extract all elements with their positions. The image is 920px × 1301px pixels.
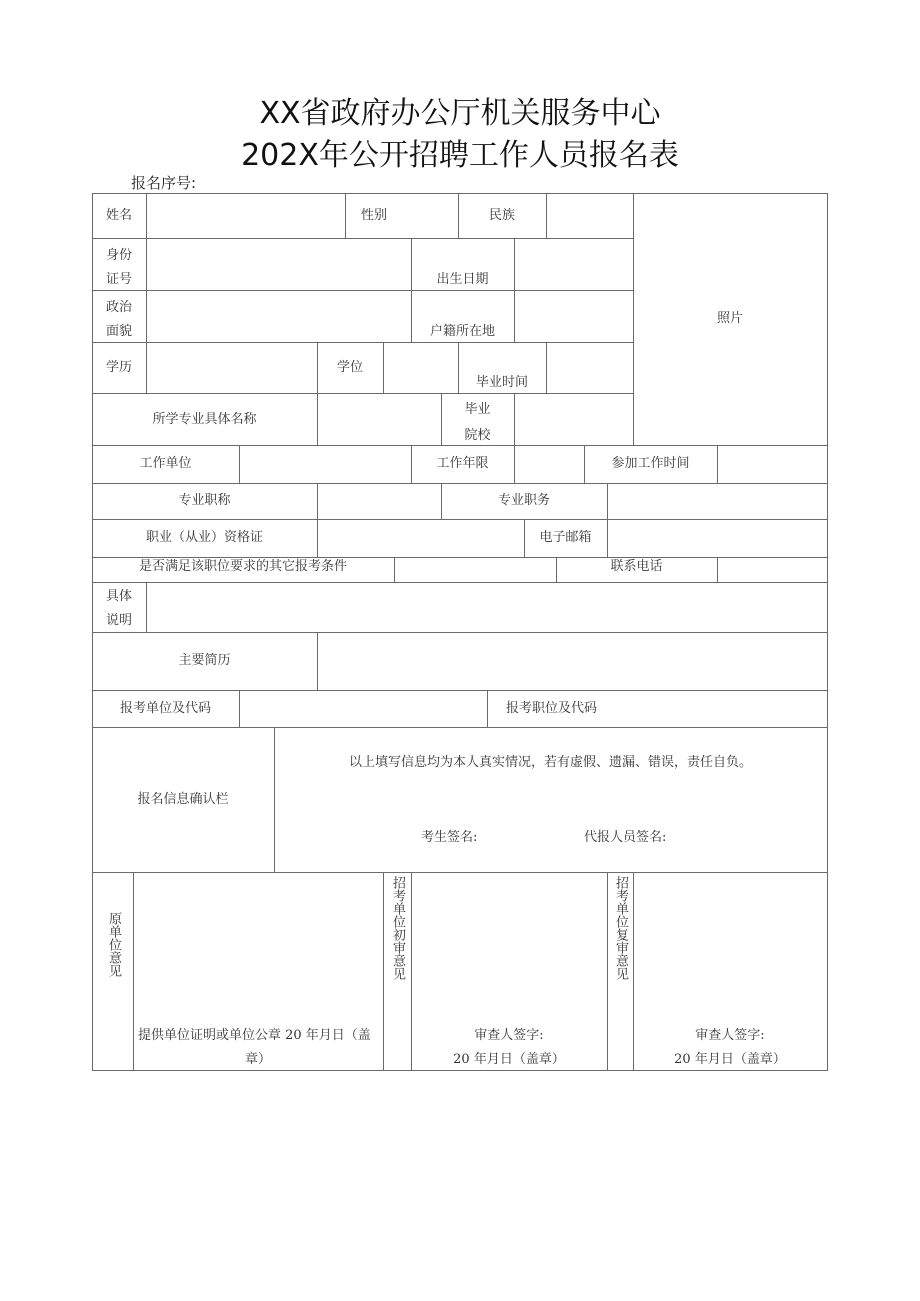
orig-unit-note-line2: 章） <box>244 1052 271 1067</box>
label-phone: 联系电话 <box>610 559 663 574</box>
label-work-start-time: 参加工作时间 <box>611 456 690 471</box>
work-start-input[interactable] <box>718 446 827 483</box>
applicant-sign-label: 考生签名: <box>421 830 478 845</box>
label-confirm-section: 报名信息确认栏 <box>137 792 229 807</box>
label-ethnicity: 民族 <box>488 208 515 223</box>
professional-position-input[interactable] <box>608 484 827 519</box>
label-major-name: 所学专业具体名称 <box>152 412 257 427</box>
label-apply-position: 报考职位及代码 <box>506 701 598 716</box>
school-input[interactable] <box>515 394 633 445</box>
work-years-input[interactable] <box>515 446 584 483</box>
date-seal-label-2: 20 年月日（盖章） <box>674 1052 786 1067</box>
label-id-line1: 身份 <box>106 248 133 263</box>
qualification-input[interactable] <box>318 520 524 557</box>
other-conditions-input[interactable] <box>395 558 556 582</box>
label-detail-line2: 说明 <box>106 613 133 628</box>
political-status-input[interactable] <box>147 291 411 342</box>
label-photo: 照片 <box>716 311 743 326</box>
phone-input[interactable] <box>718 558 827 582</box>
label-professional-position: 专业职务 <box>497 493 550 508</box>
label-professional-title: 专业职称 <box>178 493 231 508</box>
birth-date-input[interactable] <box>515 239 633 290</box>
confirm-statement: 以上填写信息均为本人真实情况，若有虚假、遗漏、错误，责任自负。 <box>348 755 752 770</box>
agent-sign-label: 代报人员签名: <box>584 830 667 845</box>
date-seal-label: 20 年月日（盖章） <box>453 1052 565 1067</box>
label-qualification: 职业（从业）资格证 <box>145 530 263 545</box>
label-id-line2: 证号 <box>106 272 133 287</box>
label-graduation-time: 毕业时间 <box>475 375 528 390</box>
label-school-line2: 院校 <box>464 428 491 443</box>
reviewer-sign-label: 审查人签字: <box>474 1028 544 1043</box>
label-resume: 主要简历 <box>178 653 231 668</box>
orig-unit-note-line1: 提供单位证明或单位公章 20 年月日（盖 <box>138 1028 371 1043</box>
label-work-unit: 工作单位 <box>139 456 192 471</box>
name-input[interactable] <box>147 194 345 238</box>
label-degree: 学位 <box>336 360 363 375</box>
col-line <box>274 727 275 872</box>
form-title-line1: XX省政府办公厅机关服务中心 <box>259 96 661 131</box>
serial-number-label: 报名序号: <box>131 174 197 192</box>
label-orig-unit-opinion: 原单位意见 <box>106 912 121 977</box>
label-name: 姓名 <box>105 208 132 223</box>
email-input[interactable] <box>608 520 827 557</box>
form-title-line2: 202X年公开招聘工作人员报名表 <box>241 138 679 173</box>
row-line <box>92 872 828 873</box>
work-unit-input[interactable] <box>240 446 411 483</box>
label-birth-date: 出生日期 <box>436 272 489 287</box>
graduation-time-input[interactable] <box>547 343 633 393</box>
major-name-input[interactable] <box>318 394 441 445</box>
label-final-review: 招考单位复审意见 <box>613 876 628 980</box>
detail-input[interactable] <box>147 583 827 632</box>
professional-title-input[interactable] <box>318 484 441 519</box>
reviewer-sign-label-2: 审查人签字: <box>695 1028 765 1043</box>
id-number-input[interactable] <box>147 239 411 290</box>
label-political-line2: 面貌 <box>106 324 133 339</box>
col-line <box>487 690 488 727</box>
label-education: 学历 <box>105 360 132 375</box>
degree-input[interactable] <box>384 343 458 393</box>
label-school-line1: 毕业 <box>464 402 491 417</box>
label-apply-unit: 报考单位及代码 <box>119 701 211 716</box>
household-input[interactable] <box>515 291 633 342</box>
label-initial-review: 招考单位初审意见 <box>390 876 405 980</box>
apply-unit-input[interactable] <box>240 691 487 727</box>
label-household: 户籍所在地 <box>429 324 495 339</box>
label-detail-line1: 具体 <box>106 589 133 604</box>
label-gender: 性别 <box>360 208 387 223</box>
label-work-years: 工作年限 <box>436 456 489 471</box>
label-email: 电子邮箱 <box>539 530 592 545</box>
col-line <box>133 872 134 1070</box>
resume-input[interactable] <box>318 633 827 690</box>
education-input[interactable] <box>147 343 317 393</box>
label-other-conditions: 是否满足该职位要求的其它报考条件 <box>138 559 347 574</box>
ethnicity-input[interactable] <box>547 194 633 238</box>
label-political-line1: 政治 <box>106 300 133 315</box>
row-line <box>92 727 828 728</box>
